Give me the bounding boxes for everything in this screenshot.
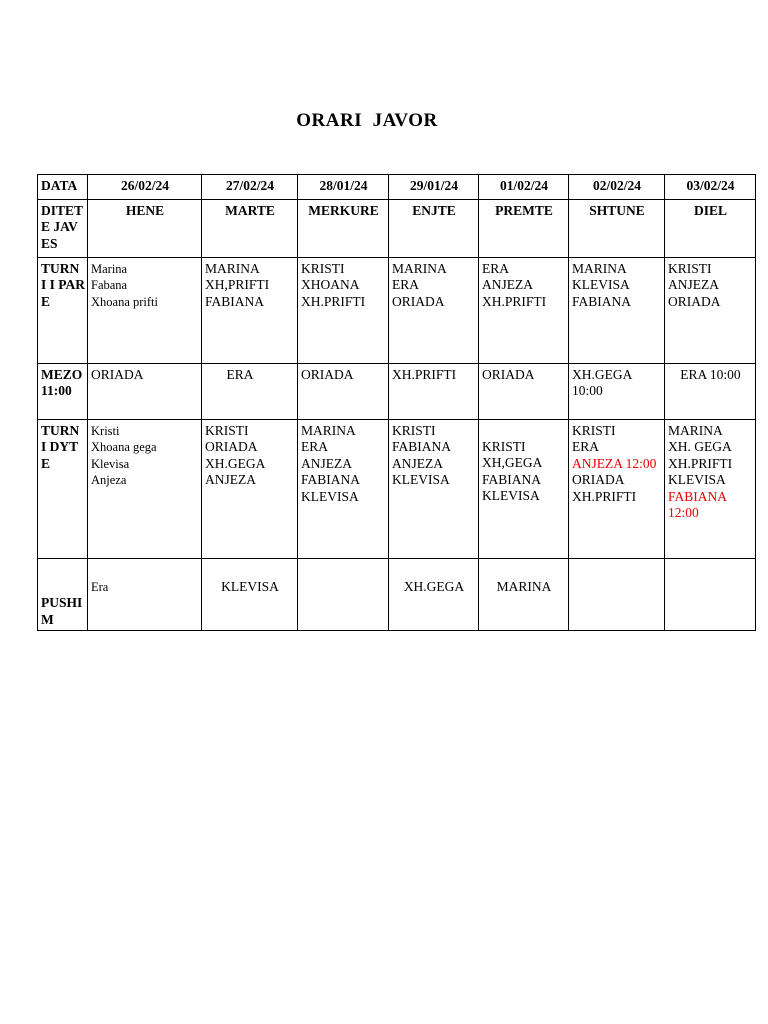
second-shift-row [38, 420, 756, 559]
staff-name: XH.PRIFTI [572, 488, 637, 504]
staff-name: KRISTI [205, 423, 249, 438]
staff-name: ORIADA [392, 293, 445, 309]
date-cell: 02/02/24 [569, 175, 665, 200]
first-shift-cell [202, 258, 298, 364]
staff-name: MARINA [572, 261, 627, 276]
staff-name: KRISTI [392, 423, 436, 438]
staff-name: FABIANA [392, 439, 452, 455]
staff-name: Xhoana gega [91, 440, 157, 455]
second-shift-row-label: TURN I DYTE [38, 420, 88, 559]
staff-name: ANJEZA [482, 277, 533, 293]
staff-name: XHOANA [301, 277, 360, 293]
staff-name: Kristi [91, 424, 120, 438]
rest-cell: KLEVISA [202, 559, 298, 631]
staff-name: ERA [572, 439, 599, 455]
second-shift-cell [389, 420, 479, 559]
date-row-label: DATA [38, 175, 88, 200]
rest-cell: XH.GEGA [389, 559, 479, 631]
weekly-schedule-table [37, 174, 756, 631]
mid-shift-cell: ERA 10:00 [665, 364, 756, 420]
weekday-cell: DIEL [665, 200, 756, 258]
second-shift-cell [202, 420, 298, 559]
staff-name: KRISTI [301, 261, 345, 276]
first-shift-cell [389, 258, 479, 364]
rest-row [38, 559, 756, 631]
rest-cell [665, 559, 756, 631]
rest-cell: Era [88, 559, 202, 631]
staff-name: KRISTI [482, 439, 526, 454]
date-row [38, 175, 756, 200]
second-shift-cell [88, 420, 202, 559]
first-shift-row-label: TURN I I PARE [38, 258, 88, 364]
shift-time-highlighted: 12:00 [668, 505, 699, 521]
page-title: ORARI JAVOR [296, 110, 438, 131]
mid-shift-row-label: MEZO 11:00 [38, 364, 88, 420]
staff-name: ANJEZA [205, 472, 256, 488]
rest-cell: MARINA [479, 559, 569, 631]
staff-name: KRISTI [668, 261, 712, 276]
staff-name-highlighted: FABIANA [668, 488, 728, 504]
staff-name: KLEVISA [572, 277, 630, 293]
staff-name: FABIANA [205, 293, 265, 309]
staff-name: KLEVISA [668, 472, 726, 488]
second-shift-cell [479, 420, 569, 559]
staff-name: Anjeza [91, 473, 127, 488]
date-cell: 27/02/24 [202, 175, 298, 200]
staff-name: Klevisa [91, 456, 130, 471]
mid-shift-cell: ERA [202, 364, 298, 420]
staff-name: ORIADA [668, 293, 721, 309]
mid-shift-cell: ORIADA [479, 364, 569, 420]
weekday-cell: MARTE [202, 200, 298, 258]
staff-name: MARINA [668, 423, 723, 438]
first-shift-cell [88, 258, 202, 364]
second-shift-cell [569, 420, 665, 559]
staff-name: XH.GEGA [572, 367, 633, 382]
staff-name: XH,GEGA [482, 455, 543, 471]
mid-shift-cell: ORIADA [298, 364, 389, 420]
staff-name: Fabana [91, 278, 128, 293]
staff-name: XH.PRIFTI [668, 455, 733, 471]
mid-shift-cell: ORIADA [88, 364, 202, 420]
staff-name: MARINA [392, 261, 447, 276]
staff-name: XH,PRIFTI [205, 277, 270, 293]
staff-name: ANJEZA [392, 455, 443, 471]
staff-name: XH.PRIFTI [301, 293, 366, 309]
date-cell: 26/02/24 [88, 175, 202, 200]
weekday-cell: SHTUNE [569, 200, 665, 258]
staff-name: Marina [91, 262, 128, 276]
staff-name: ORIADA [205, 439, 258, 455]
second-shift-cell [298, 420, 389, 559]
staff-name: XH. GEGA [668, 439, 732, 455]
staff-name: FABIANA [572, 293, 632, 309]
staff-name: ORIADA [572, 472, 625, 488]
staff-name: ANJEZA [301, 455, 352, 471]
mid-shift-cell: XH.PRIFTI [389, 364, 479, 420]
staff-name: ANJEZA [668, 277, 719, 293]
weekday-row [38, 200, 756, 258]
first-shift-cell [479, 258, 569, 364]
first-shift-row [38, 258, 756, 364]
staff-name: KRISTI [572, 423, 616, 438]
staff-name: Xhoana prifti [91, 294, 158, 309]
date-cell: 01/02/24 [479, 175, 569, 200]
first-shift-cell [569, 258, 665, 364]
second-shift-cell [665, 420, 756, 559]
first-shift-cell [298, 258, 389, 364]
staff-name: XH.GEGA [205, 455, 266, 471]
staff-name: FABIANA [482, 471, 542, 487]
staff-name: MARINA [301, 423, 356, 438]
weekday-cell: HENE [88, 200, 202, 258]
staff-name: ERA [301, 439, 328, 455]
staff-name: KLEVISA [482, 488, 540, 504]
staff-name: FABIANA [301, 472, 361, 488]
staff-name: ERA [482, 261, 509, 276]
staff-name: ERA [392, 277, 419, 293]
rest-cell [569, 559, 665, 631]
rest-cell [298, 559, 389, 631]
weekday-cell: MERKURE [298, 200, 389, 258]
staff-name: MARINA [205, 261, 260, 276]
weekday-cell: PREMTE [479, 200, 569, 258]
first-shift-cell [665, 258, 756, 364]
mid-shift-cell [569, 364, 665, 420]
date-cell: 03/02/24 [665, 175, 756, 200]
weekday-cell: ENJTE [389, 200, 479, 258]
weekday-row-label: DITET E JAVES [38, 200, 88, 258]
rest-row-label: PUSHIM [38, 559, 88, 631]
staff-name: XH.PRIFTI [482, 293, 547, 309]
date-cell: 29/01/24 [389, 175, 479, 200]
staff-name: KLEVISA [392, 472, 450, 488]
date-cell: 28/01/24 [298, 175, 389, 200]
staff-name: KLEVISA [301, 488, 359, 504]
shift-time: 10:00 [572, 383, 603, 399]
mid-shift-row [38, 364, 756, 420]
staff-name-highlighted: ANJEZA 12:00 [572, 455, 657, 471]
